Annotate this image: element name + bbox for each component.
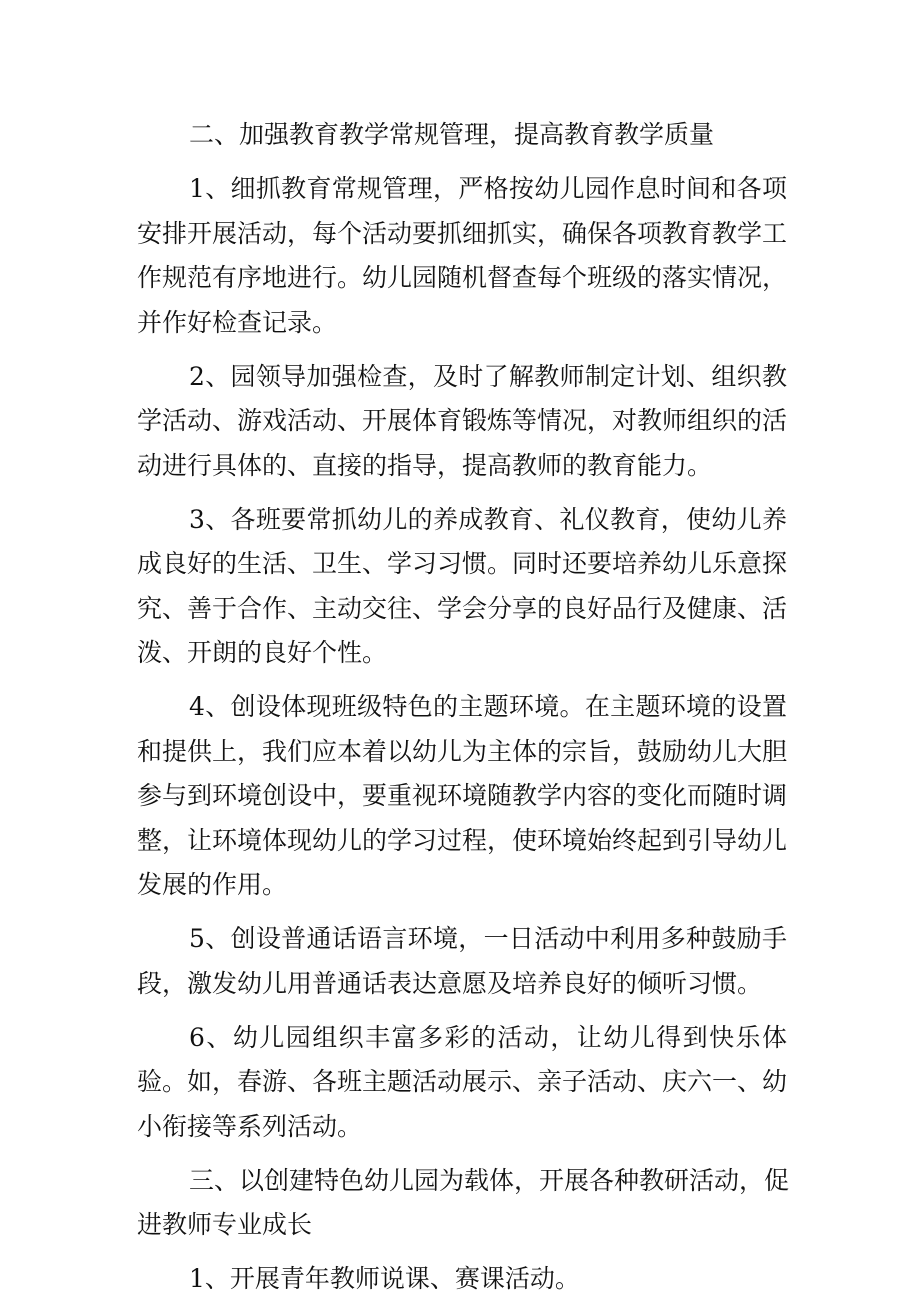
document-body (137, 113, 790, 1311)
section-2-heading: 二、加强教育教学常规管理，提高教育教学质量 (189, 120, 715, 149)
section-2-item-2: 2、园领导加强检查，及时了解教师制定计划、组织教学活动、游戏活动、开展体育锻炼等情况，对教师组织的活动进行具体的、直接的指导，提高教师的教育能力。 (137, 361, 788, 480)
section-2-item-5: 5、创设普通话语言环境，一日活动中利用多种鼓励手段，激发幼儿用普通话表达意愿及培养良好的倾听习惯。 (137, 924, 787, 998)
section-3-item-1: 1、开展青年教师说课、赛课活动。 (189, 1264, 580, 1293)
section-2-item-6: 6、幼儿园组织丰富多彩的活动，让幼儿得到快乐体验。如，春游、各班主题活动展示、亲子活动、庆六一、幼小衔接等系列活动。 (137, 1022, 788, 1141)
section-3-heading (137, 1159, 790, 1248)
section-3-heading-line-1: 三、以创建特色幼儿园为载体，开展各种教研活动，促 (189, 1165, 790, 1195)
section-2-item-1: 1、细抓教育常规管理，严格按幼儿园作息时间和各项安排开展活动，每个活动要抓细抓实，确保各项教育教学工作规范有序地进行。幼儿园随机督查每个班级的落实情况，并作好检查记录。 (137, 174, 788, 337)
section-2-item-3: 3、各班要常抓幼儿的养成教育、礼仪教育，使幼儿养成良好的生活、卫生、学习习惯。同时还要培养幼儿乐意探究、善于合作、主动交往、学会分享的良好品行及健康、活泼、开朗的良好个性。 (137, 504, 788, 667)
section-3-heading-line-2: 进教师专业成长 (137, 1210, 313, 1239)
section-2-item-4: 4、创设体现班级特色的主题环境。在主题环境的设置和提供上，我们应本着以幼儿为主体的宗旨，鼓励幼儿大胆参与到环境创设中，要重视环境随教学内容的变化而随时调整，让环境体现幼儿的学习过程，使环境始终起到引导幼儿发展的作用。 (137, 692, 788, 899)
